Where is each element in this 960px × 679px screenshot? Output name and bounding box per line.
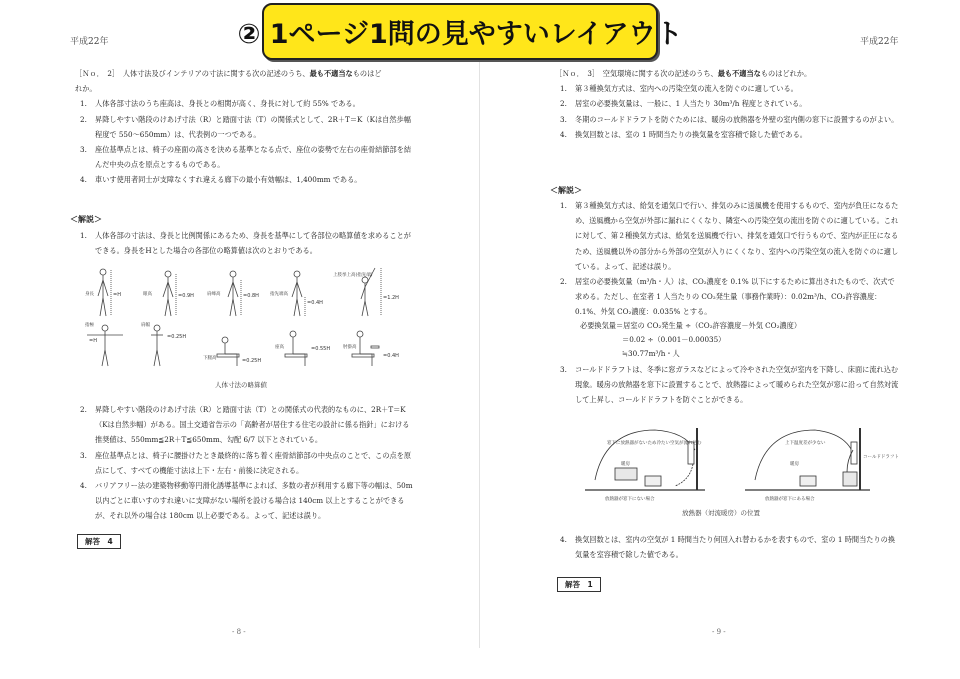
figure-seated-1 — [217, 337, 239, 366]
formula-line-2: ＝0.02 ÷（0.001－0.00035） — [622, 335, 726, 344]
left-page-number: - 8 - — [232, 628, 246, 636]
fig-dim: =0.8H — [243, 293, 259, 299]
right-explanation-top — [555, 198, 900, 320]
fig-dim: =0.25H — [242, 358, 262, 364]
explanation-item: 1. 第３種換気方式は、給気を通気口で行い、排気のみに送風機を使用するもので、室内が負圧になるため、送風機から空気が外部に漏れにくくなり、隣室への汚染空気の流出を防ぐのに適している。これに対して、第２種換気方式は、給気を送風機で行い、排気を通気口で行うもので、室内が正圧になるため、送風機以外の部分から外部の空気が入りにくくなり、室内への汚染空気の流入を防ぐのに適している。よって、記述は誤り。 — [560, 201, 899, 271]
explanation-item: 3. 座位基準点とは、椅子に腰掛けたとき最終的に落ち着く座骨結節部の中央点のことで、この点を原点にして、すべての機能寸法は上下・左右・前後に決定される。 — [80, 450, 412, 475]
fig-label: 指極 — [85, 323, 94, 328]
fig-dim: =H — [89, 338, 97, 344]
fig-label: 座高 — [275, 345, 284, 350]
radiator-left-mid-label: 暖房 — [621, 462, 630, 467]
fig-label: 上肢挙上高(指先端) — [333, 273, 373, 278]
fig-dim: =0.9H — [178, 293, 194, 299]
right-explanation-bottom — [555, 532, 900, 562]
choice-item: 2. 昇降しやすい階段のけあげ寸法（R）と踏面寸法（T）の関係式として、2R＋T＝K（Kは自然歩幅程度で 550〜650mm）は、代表例の一つである。 — [80, 114, 411, 139]
choice-item: 4. 換気回数とは、室の 1 時間当たりの換気量を室容積で除した値である。 — [560, 129, 807, 139]
left-question-choices — [75, 96, 415, 187]
radiator-left-bottom-label: 放熱器が窓下にない場合 — [605, 497, 655, 502]
body-dimension-figure — [85, 266, 415, 374]
fig-label: 下腿高 — [203, 356, 217, 361]
formula-line-3: ≒30.77m³/h・人 — [622, 349, 680, 358]
figure-standing-2 — [163, 271, 173, 316]
right-question-label: ［Ｎｏ． 3］ — [555, 69, 596, 78]
radiator-left — [615, 468, 637, 480]
fig-dim: =0.4H — [383, 353, 399, 359]
radiator-right — [843, 472, 857, 486]
formula-line-1: 必要換気量＝居室の CO₂発生量 ÷（CO₂許容濃度－外気 CO₂濃度） — [580, 321, 802, 330]
figure-arms-spread — [87, 325, 123, 366]
explanation-item: 1. 人体各部の寸法は、身長と比例関係にあるため、身長を基準にして各部位の略算値を求めることができる。身長をHとした場合の各部位の略算値は次のとおりである。 — [80, 231, 411, 256]
figure-standing-1 — [98, 269, 108, 316]
fig-label: 肘掛高 — [343, 345, 357, 350]
explanation-item: 4. バリアフリー法の建築物移動等円滑化誘導基準によれば、多数の者が利用する廊下等の幅は、50m以内ごとに車いすのすれ違いに支障がない場所を設ける場合は 140cm 以上とすることができるが、それ以外の場合は 180cm 以上必要である。よって、記述は誤り。 — [80, 481, 413, 521]
right-question-stem — [555, 66, 900, 81]
explanation-item: 4. 換気回数とは、室内の空気が 1 時間当たり何回入れ替わるかを表すもので、室の 1 時間当たりの換気量を室容積で除した値である。 — [560, 535, 896, 560]
radiator-figure — [585, 420, 899, 502]
right-explanation-title: ＜解説＞ — [550, 185, 582, 195]
figure-seated-2 — [285, 331, 307, 366]
fig-label: 肩峰高 — [207, 292, 221, 297]
left-question-cont: れか。 — [75, 84, 97, 94]
left-explanation-top — [75, 228, 415, 258]
fig-dim: =0.25H — [167, 334, 187, 340]
explanation-item: 3. コールドドラフトは、冬季に窓ガラスなどによって冷やされた空気が室内を下降し、床面に流れ込む現象。暖房の放熱器を窓下に設置することで、放熱器によって暖められた空気が窓に沿って自然対流して上昇し、コールドドラフトを防ぐことができる。 — [560, 365, 899, 405]
right-question-block — [555, 66, 900, 142]
radiator-right-bottom-label: 放熱器が窓下にある場合 — [765, 497, 815, 502]
window-right — [851, 442, 857, 464]
right-explanation-mid — [555, 362, 900, 408]
right-question-text: 空気環境に関する次の記述のうち、 — [595, 69, 718, 78]
airflow-arc-left — [595, 430, 695, 480]
banner-title: ② 1ページ1問の見やすいレイアウト — [237, 19, 683, 50]
fig-dim: =0.55H — [311, 346, 331, 352]
explanation-item: 2. 居室の必要換気量（m³/h・人）は、CO₂濃度を 0.1% 以下にするために算出されたもので、次式で求める。ただし、在室者 1 人当たりの CO₂発生量（事務作業時）：0.02m³/h、CO₂許容濃度：0.1%、外気 CO₂濃度：0.035% とする。 — [560, 277, 895, 317]
right-page-number: - 9 - — [712, 628, 726, 636]
left-answer-box: 解答 4 — [77, 534, 121, 549]
explanation-item: 2. 昇降しやすい階段のけあげ寸法（R）と踏面寸法（T）との関係式の代表的なものに、2R＋T＝K（Kは自然歩幅）がある。国土交通省告示の「高齢者が居住する住宅の設計に係る指針」における推奨値は、550mm≦2R＋T≦650mm、勾配 6/7 以下とされている。 — [80, 405, 410, 445]
radiator-figure-caption: 放熱器（対流暖房）の位置 — [682, 509, 760, 517]
fig-dim: =0.4H — [307, 300, 323, 306]
right-question-emphasis: 最も不適当な — [717, 69, 761, 78]
choice-item: 3. 冬期のコールドドラフトを防ぐためには、暖房の放熱器を外壁の室内側の窓下に設置するのがよい。 — [560, 114, 899, 124]
left-explanation-title: ＜解説＞ — [70, 214, 102, 224]
figure-standing-3 — [228, 271, 238, 316]
figure-shoulder — [151, 325, 163, 366]
fig-label: 指先端高 — [270, 292, 288, 297]
choice-item: 1. 人体各部寸法のうち座高は、身長との相関が高く、身長に対して約 55% である。 — [80, 99, 360, 109]
left-explanation-bottom — [75, 402, 415, 524]
right-answer-box: 解答 1 — [557, 577, 601, 592]
radiator-left-top-label: 窓下に放熱器がないため冷たい空気が流れ込む — [607, 441, 702, 446]
airflow-arc-right — [755, 430, 855, 480]
fig-label: 眼高 — [143, 292, 152, 297]
left-question-emphasis: 最も不適当な — [309, 69, 353, 78]
radiator-right-mid-label: 暖房 — [790, 462, 799, 467]
figure-standing-4 — [292, 271, 302, 316]
right-header-year: 平成22年 — [860, 37, 899, 47]
left-question-label: ［Ｎｏ． 2］ — [75, 69, 116, 78]
left-question-tail: ものはど — [352, 69, 382, 78]
fig-dim: =H — [113, 292, 121, 298]
fig-label: 身長 — [85, 292, 94, 297]
choice-item: 4. 車いす使用者同士が支障なくすれ違える廊下の最小有効幅は、1,400mm である。 — [80, 175, 362, 185]
body-figure-caption: 人体寸法の略算値 — [215, 381, 267, 389]
radiator-right-top-label: 上下温度差が少ない — [785, 441, 826, 446]
right-question-tail: ものはどれか。 — [760, 69, 812, 78]
choice-item: 3. 座位基準点とは、椅子の座面の高さを決める基準となる点で、座位の姿勢で左右の座骨結節部を結んだ中央の点を原点とするものである。 — [80, 145, 412, 170]
fig-dim: =1.2H — [383, 295, 399, 301]
left-question-stem — [75, 66, 415, 81]
choice-item: 2. 居室の必要換気量は、一般に、1 人当たり 30m³/h 程度とされている。 — [560, 99, 807, 109]
fig-label: 肩幅 — [141, 323, 150, 328]
left-question-block — [75, 66, 415, 188]
choice-item: 1. 第３種換気方式は、室内への汚染空気の流入を防ぐのに適している。 — [560, 84, 798, 94]
right-page — [480, 0, 960, 679]
left-header-year: 平成22年 — [70, 37, 109, 47]
right-question-choices — [555, 81, 900, 142]
radiator-right-side-label: コールドドラフト — [863, 455, 899, 460]
left-question-text: 人体寸法及びインテリアの寸法に関する次の記述のうち、 — [115, 69, 310, 78]
